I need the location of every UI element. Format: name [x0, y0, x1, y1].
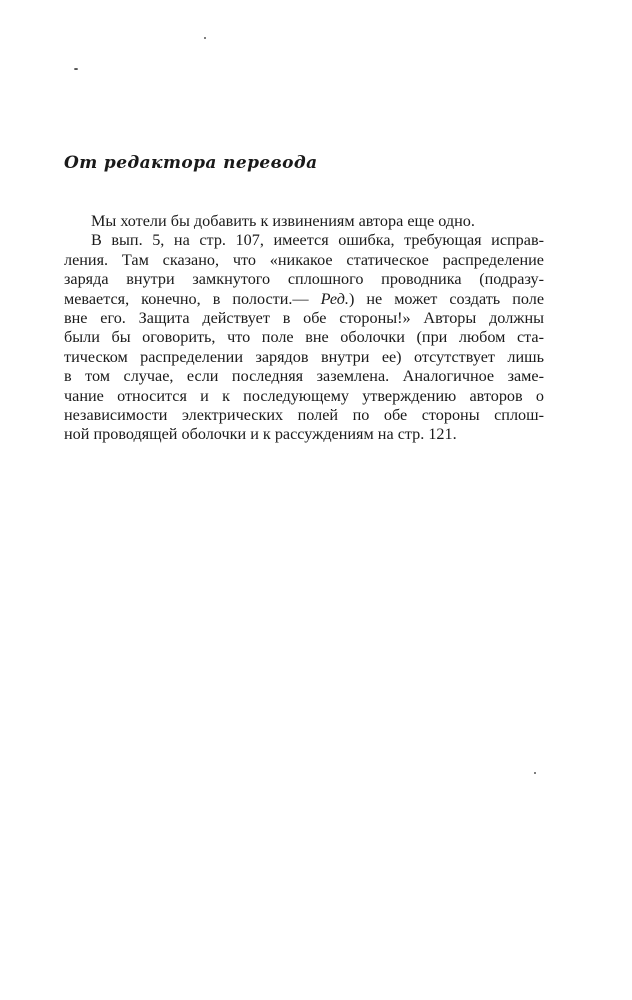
page-title: От редактора перевода: [64, 153, 318, 173]
paragraph-2-line: вне его. Защита действует в обе стороны!» Авторы должны: [64, 308, 544, 327]
paragraph-2-line: ной проводящей оболочки и к рассуждениям на стр. 121.: [64, 425, 457, 444]
editor-abbreviation: Ред.: [320, 289, 349, 308]
paragraph-2-line: В вып. 5, на стр. 107, имеется ошибка, требующая исправ-: [91, 231, 544, 250]
paragraph-2-line: заряда внутри замкнутого сплошного проводника (подразу-: [64, 270, 544, 289]
scan-speck: [74, 68, 78, 70]
paragraph-2-line: ления. Там сказано, что «никакое статическое распределение: [64, 250, 544, 269]
paragraph-1: Мы хотели бы добавить к извинениям автора еще одно.: [91, 212, 475, 230]
paragraph-2-line: тическом распределении зарядов внутри ее) отсутствует лишь: [64, 347, 544, 366]
paragraph-2-line: чание относится и к последующему утверждению авторов о: [64, 386, 544, 405]
paragraph-2-line: независимости электрических полей по обе стороны сплош-: [64, 405, 544, 424]
scan-speck: [204, 37, 206, 39]
scan-speck: [534, 772, 536, 774]
paragraph-2-line: в том случае, если последняя заземлена. Аналогичное заме-: [64, 367, 544, 386]
editor-note-body: [64, 212, 544, 445]
paragraph-2-line: были бы оговорить, что поле вне оболочки (при любом ста-: [64, 328, 544, 347]
paragraph-2-line: мевается, конечно, в полости.— Ред.) не может создать поле: [64, 289, 544, 308]
